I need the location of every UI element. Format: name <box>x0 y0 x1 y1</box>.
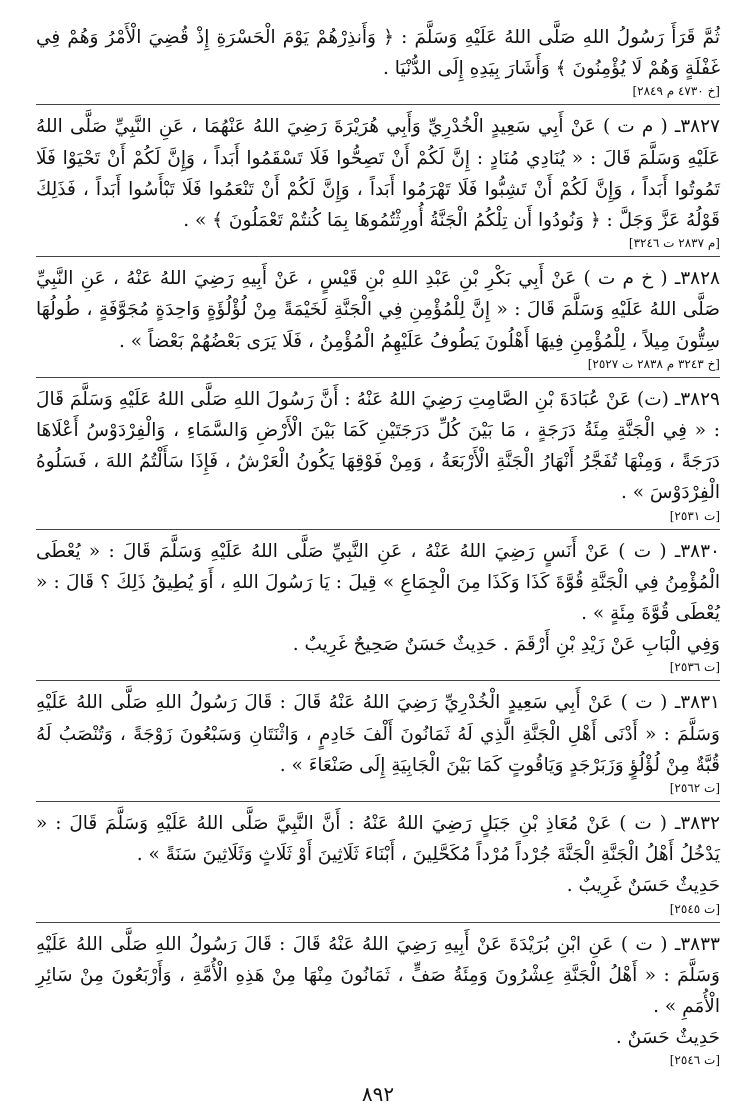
hadith-reference: [ت ٢٥٦٢] <box>669 781 720 796</box>
hadith-entry <box>36 929 720 1070</box>
hadith-text: ٣٨٣٠ـ ( ت ) عَنْ أَنَسٍ رَضِيَ اللهُ عَنْهُ ، عَنِ النَّبِيِّ صَلَّى اللهُ عَلَيْهِ وَسَلَّمَ قَالَ : « يُعْطَى الْمُؤْمِنُ فِي الْجَنَّةِ قُوَّةَ كَذَا وَكَذَا مِنَ الْجِمَاعِ » قِيلَ : يَا رَسُولَ اللهِ ، أَوَ يُطِيقُ ذَلِكَ ؟ قَالَ : « يُعْطَى قُوَّةَ مِئَةٍ » . <box>36 540 720 625</box>
hadith-reference: [م ٢٨٣٧ ت ٣٢٤٦] <box>628 236 720 251</box>
hadith-text: ٣٨٢٩ـ (ت) عَنْ عُبَادَةَ بْنِ الصَّامِتِ رَضِيَ اللهُ عَنْهُ : أَنَّ رَسُولَ اللهِ صَلَّى اللهُ عَلَيْهِ وَسَلَّمَ قَالَ : « فِي الْجَنَّةِ مِئَةُ دَرَجَةٍ ، مَا بَيْنَ كُلِّ دَرَجَتَيْنِ كَمَا بَيْنَ الْأَرْضِ وَالسَّمَاءِ ، وَالْفِرْدَوْسُ أَعْلَاهَا دَرَجَةً ، وَمِنْهَا تُفَجَّرُ أَنْهَارُ الْجَنَّةِ الْأَرْبَعَةُ ، وَمِنْ فَوْقِهَا يَكُونُ الْعَرْشُ ، فَإِذَا سَأَلْتُمُ اللهَ ، فَسَلُوهُ الْفِرْدَوْسَ » . <box>36 388 720 504</box>
hadith-reference: [ت ٢٥٣١] <box>669 508 720 523</box>
hadith-entry <box>36 111 720 252</box>
hadith-entry <box>36 687 720 797</box>
hadith-text: ٣٨٣٢ـ ( ت ) عَنْ مُعَاذِ بْنِ جَبَلٍ رَضِيَ اللهُ عَنْهُ : أَنَّ النَّبِيَّ صَلَّى اللهُ عَلَيْهِ وَسَلَّمَ قَالَ : « يَدْخُلُ أَهْلُ الْجَنَّةِ الْجَنَّةَ جُرْداً مُرْداً مُكَحَّلِينَ ، أَبْنَاءَ ثَلَاثِينَ أَوْ ثَلَاثٍ وَثَلَاثِينَ سَنَةً » . <box>36 813 720 866</box>
hadith-text: ٣٨٣١ـ ( ت ) عَنْ أَبِي سَعِيدٍ الْخُدْرِيِّ رَضِيَ اللهُ عَنْهُ قَالَ : قَالَ رَسُولُ اللهِ صَلَّى اللهُ عَلَيْهِ وَسَلَّمَ : « أَدْنَى أَهْلِ الْجَنَّةِ الَّذِي لَهُ ثَمَانُونَ أَلْفَ خَادِمٍ ، وَاثْنَتَانِ وَسَبْعُونَ زَوْجَةً ، وَتُنْصَبُ لَهُ قُبَّةٌ مِنْ لُؤْلُؤٍ وَزَبَرْجَدٍ وَيَاقُوتٍ كَمَا بَيْنَ الْجَابِيَةِ إِلَى صَنْعَاءَ » . <box>36 692 720 776</box>
hadith-reference: [ت ٢٥٤٥] <box>669 901 720 916</box>
hadith-entry <box>36 384 720 525</box>
divider <box>36 680 720 681</box>
divider <box>36 801 720 802</box>
divider <box>36 922 720 923</box>
hadith-text: ثُمَّ قَرَأَ رَسُولُ اللهِ صَلَّى اللهُ عَلَيْهِ وَسَلَّمَ : ﴿ وَأَنذِرْهُمْ يَوْمَ الْحَسْرَةِ إِذْ قُضِيَ الْأَمْرُ وَهُمْ فِي غَفْلَةٍ وَهُمْ لَا يُؤْمِنُونَ ﴾ وَأَشَارَ بِيَدِهِ إِلَى الدُّنْيَا . <box>36 27 721 80</box>
hadith-text: ٣٨٢٨ـ ( خ م ت ) عَنْ أَبِي بَكْرِ بْنِ عَبْدِ اللهِ بْنِ قَيْسٍ ، عَنْ أَبِيهِ رَضِيَ اللهُ عَنْهُ ، عَنِ النَّبِيِّ صَلَّى اللهُ عَلَيْهِ وَسَلَّمَ قَالَ : « إِنَّ لِلْمُؤْمِنِ فِي الْجَنَّةِ لَخَيْمَةً مِنْ لُؤْلُؤَةٍ وَاحِدَةٍ مُجَوَّفَةٍ ، طُولُهَا سِتُّونَ مِيلاً ، لِلْمُؤْمِنِ فِيهَا أَهْلُونَ يَطُوفُ عَلَيْهِمُ الْمُؤْمِنُ ، فَلَا يَرَى بَعْضُهُمْ بَعْضاً » . <box>36 268 721 352</box>
hadith-reference: [ت ٢٥٣٦] <box>669 660 720 675</box>
hadith-reference: [ت ٢٥٤٦] <box>669 1053 720 1068</box>
divider <box>36 104 720 105</box>
hadith-grading: حَدِيثٌ حَسَنٌ . <box>615 1027 720 1049</box>
divider <box>36 377 720 378</box>
hadith-text: ٣٨٣٣ـ ( ت ) عَنِ ابْنِ بُرَيْدَةَ عَنْ أَبِيهِ رَضِيَ اللهُ عَنْهُ قَالَ : قَالَ رَسُولُ اللهِ صَلَّى اللهُ عَلَيْهِ وَسَلَّمَ : « أَهْلُ الْجَنَّةِ عِشْرُونَ وَمِئَةُ صَفٍّ ، ثَمَانُونَ مِنْهَا مِنْ هَذِهِ الْأُمَّةِ ، وَأَرْبَعُونَ مِنْ سَائِرِ الْأُمَمِ » . <box>36 933 720 1018</box>
page-number: ٨٩٢ <box>361 1082 395 1106</box>
hadith-grading: وَفِي الْبَابِ عَنْ زَيْدِ بْنِ أَرْقَمَ . حَدِيثٌ حَسَنٌ صَحِيحٌ غَرِيبٌ . <box>292 634 720 656</box>
hadith-grading: حَدِيثٌ حَسَنٌ غَرِيبٌ . <box>566 875 720 897</box>
hadith-entry <box>36 536 720 677</box>
hadith-reference: [خ ٤٧٣٠ م ٢٨٤٩] <box>632 84 720 99</box>
hadith-reference: [خ ٣٢٤٣ م ٢٨٣٨ ت ٢٥٢٧] <box>587 356 720 371</box>
hadith-entry <box>36 808 720 918</box>
hadith-text: ٣٨٢٧ـ ( م ت ) عَنْ أَبِي سَعِيدٍ الْخُدْرِيِّ وَأَبِي هُرَيْرَةَ رَضِيَ اللهُ عَنْهُمَا ، عَنِ النَّبِيِّ صَلَّى اللهُ عَلَيْهِ وَسَلَّمَ قَالَ : « يُنَادِي مُنَادٍ : إِنَّ لَكُمْ أَنْ تَصِحُّوا فَلَا تَسْقَمُوا أَبَداً ، وَإِنَّ لَكُمْ أَنْ تَحْيَوْا فَلَا تَمُوتُوا أَبَداً ، وَإِنَّ لَكُمْ أَنْ تَشِبُّوا فَلَا تَهْرَمُوا أَبَداً ، وَإِنَّ لَكُمْ أَنْ تَنْعَمُوا فَلَا تَبْأَسُوا أَبَداً ، فَذَلِكَ قَوْلُهُ عَزَّ وَجَلَّ : ﴿ وَنُودُوا أَن تِلْكُمُ الْجَنَّةُ أُورِثْتُمُوهَا بِمَا كُنتُمْ تَعْمَلُونَ ﴾ » . <box>36 116 720 232</box>
divider <box>36 529 720 530</box>
divider <box>36 256 720 257</box>
hadith-entry <box>36 263 720 373</box>
page-body <box>36 22 720 1080</box>
hadith-entry <box>36 22 720 100</box>
